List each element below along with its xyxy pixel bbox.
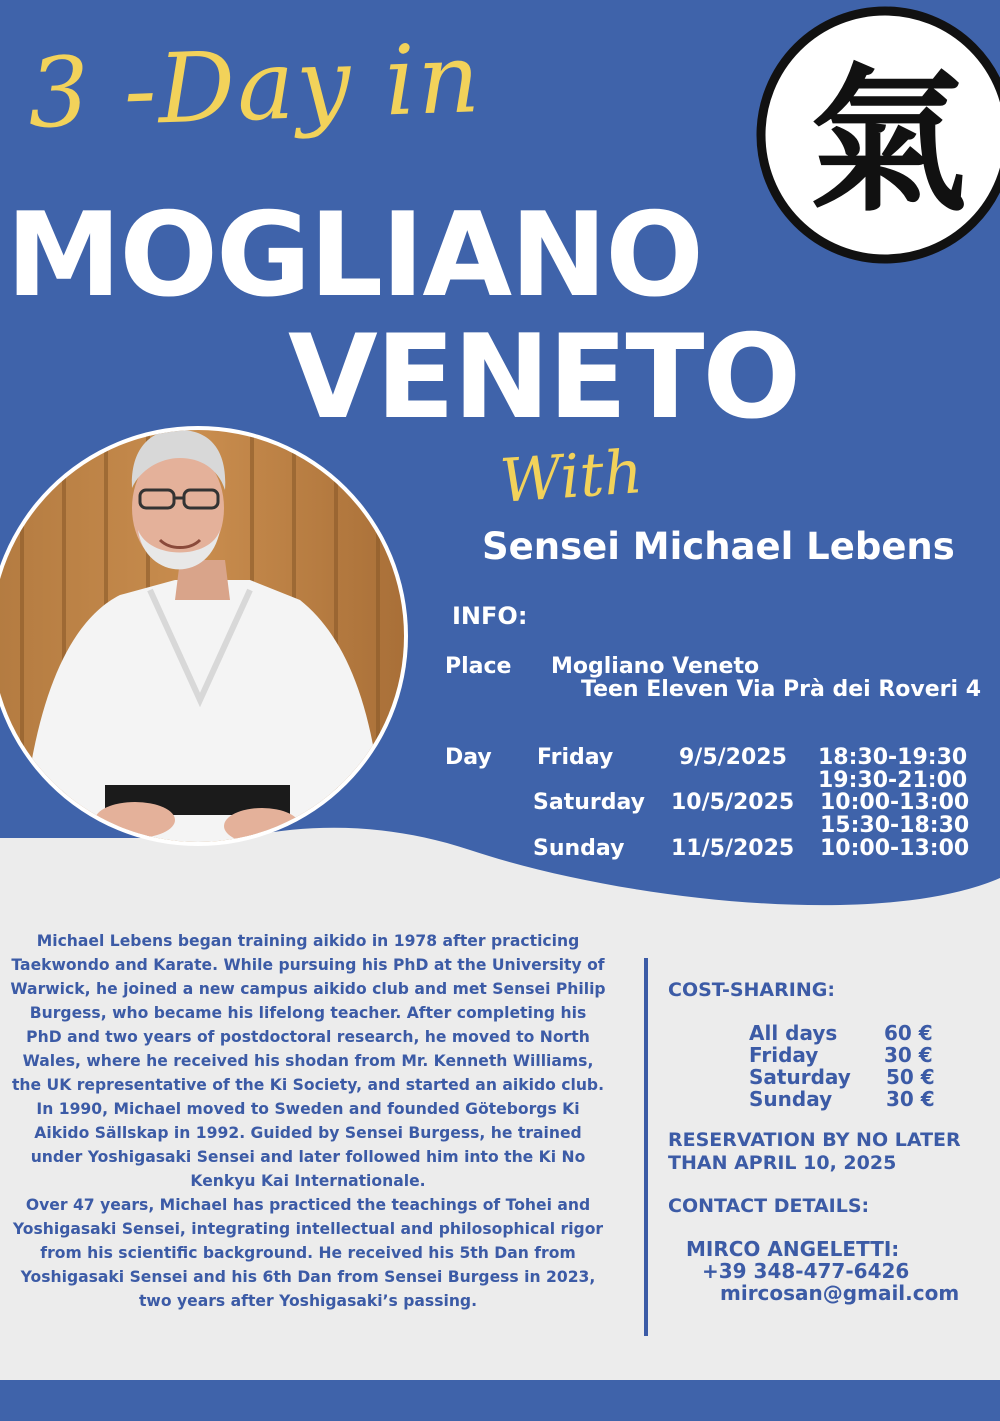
schedule-date-friday: 9/5/2025 (679, 745, 787, 770)
place-label: Place (445, 654, 512, 679)
schedule-date-sunday: 11/5/2025 (671, 836, 795, 861)
cost-amount: 30 € (884, 1043, 933, 1067)
info-heading: INFO: (452, 602, 528, 630)
cost-amount: 60 € (884, 1021, 933, 1045)
schedule-day-sunday: Sunday (533, 836, 625, 861)
cost-heading: COST-SHARING: (668, 979, 835, 1001)
contact-heading: CONTACT DETAILS: (668, 1195, 870, 1217)
with-script: With (497, 437, 645, 517)
schedule-day-saturday: Saturday (533, 790, 645, 815)
title-script: 3 -Day in (26, 22, 484, 150)
city-line-1: MOGLIANO (6, 188, 702, 323)
place-city: Mogliano Veneto (551, 654, 760, 679)
ki-logo (761, 11, 1000, 259)
cost-label: Sunday (749, 1087, 833, 1111)
reservation-line-2: THAN APRIL 10, 2025 (668, 1152, 897, 1174)
contact-email[interactable]: mircosan@gmail.com (720, 1281, 960, 1305)
schedule-time: 15:30-18:30 (820, 813, 970, 838)
footer-bar (0, 1380, 1000, 1421)
contact-name: MIRCO ANGELETTI: (686, 1237, 900, 1261)
place-address: Teen Eleven Via Prà dei Roveri 4 (581, 677, 982, 702)
day-label: Day (445, 745, 492, 770)
cost-label: All days (749, 1021, 838, 1045)
city-line-2: VENETO (288, 310, 800, 445)
schedule-time: 10:00-13:00 (820, 790, 970, 815)
schedule-day-friday: Friday (537, 745, 614, 770)
bio-paragraph: Michael Lebens began training aikido in 1978 after practicing Taekwondo and Karate. While pursuing his PhD at the University of Warwick, he joined a new campus aikido club and met Sensei Philip Burgess, who became his lifelong teacher. After completing his PhD and two years of postdoctoral research, he moved to North Wales, where he received his shodan from Mr. Kenneth Williams, the UK representative of the Ki Society, and started an aikido club. (10, 932, 606, 1094)
reservation-line-1: RESERVATION BY NO LATER (668, 1129, 961, 1151)
bio-paragraph: Over 47 years, Michael has practiced the teachings of Tohei and Yoshigasaki Sensei, integrating intellectual and philosophical rigor from his scientific background. He received his 5th Dan from Yoshigasaki Sensei and his 6th Dan from Sensei Burgess in 2023, two years after Yoshigasaki’s passing. (12, 1196, 604, 1310)
bio-paragraph: In 1990, Michael moved to Sweden and founded Göteborgs Ki Aikido Sällskap in 1992. Guided by Sensei Burgess, he trained under Yoshigasaki Sensei and later followed him into the Ki No Kenkyu Kai Internationale. (30, 1100, 586, 1190)
cost-amount: 50 € (886, 1065, 935, 1089)
cost-label: Saturday (749, 1065, 851, 1089)
teacher-name: Sensei Michael Lebens (482, 525, 955, 568)
teacher-biography (10, 929, 606, 1313)
cost-amount: 30 € (886, 1087, 935, 1111)
ki-kanji: 氣 (809, 49, 967, 234)
column-divider (644, 958, 648, 1336)
contact-phone[interactable]: +39 348-477-6426 (702, 1259, 910, 1283)
cost-label: Friday (749, 1043, 819, 1067)
schedule-date-saturday: 10/5/2025 (671, 790, 795, 815)
schedule-time: 10:00-13:00 (820, 836, 970, 861)
schedule-time: 18:30-19:30 (818, 745, 968, 770)
schedule-time: 19:30-21:00 (818, 768, 968, 793)
